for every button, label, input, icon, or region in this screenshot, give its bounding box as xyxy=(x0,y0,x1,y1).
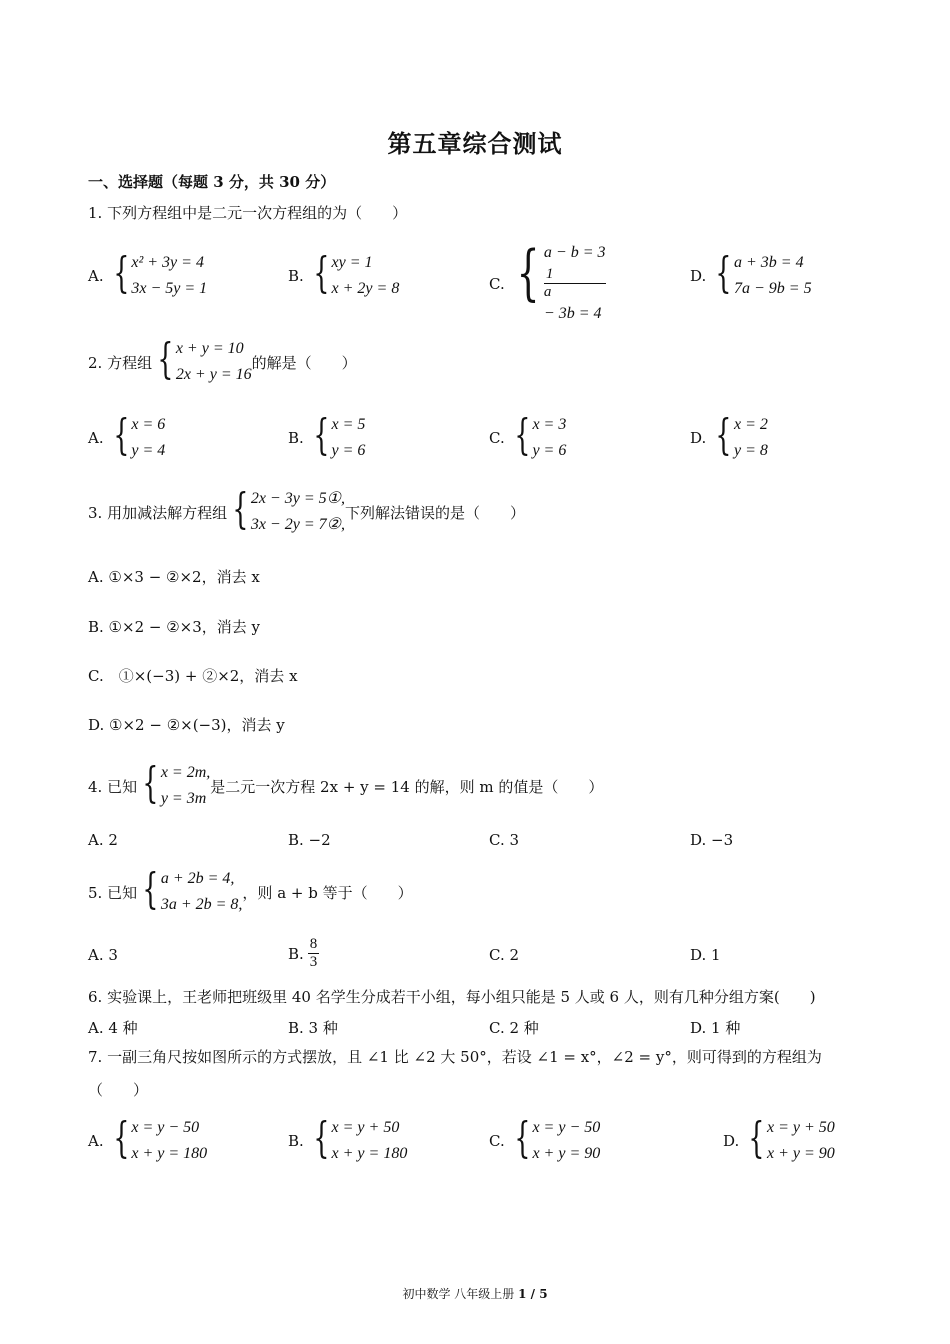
question-1-stem: 1. 下列方程组中是二元一次方程组的为（ ） xyxy=(88,204,408,222)
page-footer xyxy=(0,1285,950,1302)
q6-option-b: B. 3 种 xyxy=(288,1019,338,1037)
question-6-stem: 6. 实验课上，王老师把班级里 40 名学生分成若干小组，每小组只能是 5 人或 6 人，则有几种分组方案( ) xyxy=(88,988,816,1006)
equation-system: { x + y = 10 2x + y = 16 xyxy=(157,334,252,383)
equation-system: { x = y − 50 x + y = 90 xyxy=(514,1113,601,1162)
equation-system: { x = y − 50 x + y = 180 xyxy=(112,1113,208,1162)
q4-option-a: A. 2 xyxy=(88,831,118,849)
q2-option-d: D. { x = 2 y = 8 xyxy=(690,412,768,464)
q6-option-a: A. 4 种 xyxy=(88,1019,138,1037)
q1-option-c: C. { a − b = 3 1 a − 3b = 4 xyxy=(489,240,606,327)
q4-option-c: C. 3 xyxy=(489,831,520,849)
q2-option-c: C. { x = 3 y = 6 xyxy=(489,412,566,464)
q4-option-d: D. −3 xyxy=(690,831,734,849)
q3-option-b: B. ①×2 − ②×3，消去 y xyxy=(88,618,261,636)
q3-option-d: D. ①×2 − ②×(−3)，消去 y xyxy=(88,716,285,734)
q4-option-b: B. −2 xyxy=(288,831,331,849)
page-title: 第五章综合测试 xyxy=(387,129,563,158)
q3-option-a: A. ①×3 − ②×2，消去 x xyxy=(88,568,260,586)
equation-system: { x² + 3y = 4 3x − 5y = 1 xyxy=(112,248,208,297)
equation-system: { x = 5 y = 6 xyxy=(313,410,366,459)
page-number: 1 / 5 xyxy=(518,1287,548,1301)
equation-system: { 2x − 3y = 5①, 3x − 2y = 7②, xyxy=(232,484,345,533)
fraction: $\frac{8}{3}$ xyxy=(309,936,318,970)
equation-system: { x = 3 y = 6 xyxy=(514,410,567,459)
fraction: 1 a xyxy=(544,266,606,301)
q3-option-c: C. ①×(−3) + ②×2，消去 x xyxy=(88,667,298,685)
question-7-stem: 7. 一副三角尺按如图所示的方式摆放，且 ∠1 比 ∠2 大 50°，若设 ∠1 = x°，∠2 = y°，则可得到的方程组为 xyxy=(88,1048,822,1066)
q1-option-d: D. { a + 3b = 4 7a − 9b = 5 xyxy=(690,250,812,302)
q2-option-a: A. { x = 6 y = 4 xyxy=(88,412,165,464)
q5-option-b: B. $\frac{8}{3}$ xyxy=(288,936,318,970)
question-7-answer-blank: （ ） xyxy=(88,1081,149,1099)
q7-option-c: C. { x = y − 50 x + y = 90 xyxy=(489,1115,600,1167)
q5-option-d: D. 1 xyxy=(690,946,721,964)
section-heading: 一、选择题（每题 3 分，共 30 分） xyxy=(88,173,336,191)
question-2-stem: 2. 方程组 { x + y = 10 2x + y = 16 的解是（ ） xyxy=(88,336,357,388)
equation-system: { a + 3b = 4 7a − 9b = 5 xyxy=(715,248,812,297)
equation-system: { x = y + 50 x + y = 90 xyxy=(748,1113,835,1162)
equation-system: { a − b = 3 1 a − 3b = 4 xyxy=(516,238,606,322)
equation-system: { x = 2 y = 8 xyxy=(715,410,768,459)
equation-system: { xy = 1 x + 2y = 8 xyxy=(313,248,400,297)
q1-option-a: A. { x² + 3y = 4 3x − 5y = 1 xyxy=(88,250,207,302)
q5-option-a: A. 3 xyxy=(88,946,118,964)
question-3-stem: 3. 用加减法解方程组 { 2x − 3y = 5①, 3x − 2y = 7②, 下列解法错误的是（ ） xyxy=(88,486,525,538)
question-4-stem: 4. 已知 { x = 2m, y = 3m 是二元一次方程 2x + y = 14 的解，则 m 的值是（ ） xyxy=(88,760,603,812)
footer-text: 初中数学 八年级上册 xyxy=(402,1287,515,1301)
q6-option-c: C. 2 种 xyxy=(489,1019,539,1037)
q6-option-d: D. 1 种 xyxy=(690,1019,741,1037)
q1-option-b: B. { xy = 1 x + 2y = 8 xyxy=(288,250,399,302)
equation-system: { x = 2m, y = 3m xyxy=(142,758,211,807)
q5-option-c: C. 2 xyxy=(489,946,520,964)
q7-option-a: A. { x = y − 50 x + y = 180 xyxy=(88,1115,207,1167)
q7-option-b: B. { x = y + 50 x + y = 180 xyxy=(288,1115,407,1167)
q2-option-b: B. { x = 5 y = 6 xyxy=(288,412,365,464)
q7-option-d: D. { x = y + 50 x + y = 90 xyxy=(723,1115,835,1167)
question-5-stem: 5. 已知 { a + 2b = 4, 3a + 2b = 8, ，则 a + b 等于（ ） xyxy=(88,866,413,918)
equation-system: { x = y + 50 x + y = 180 xyxy=(313,1113,408,1162)
equation-system: { x = 6 y = 4 xyxy=(112,410,166,459)
equation-system: { a + 2b = 4, 3a + 2b = 8, xyxy=(142,864,243,913)
